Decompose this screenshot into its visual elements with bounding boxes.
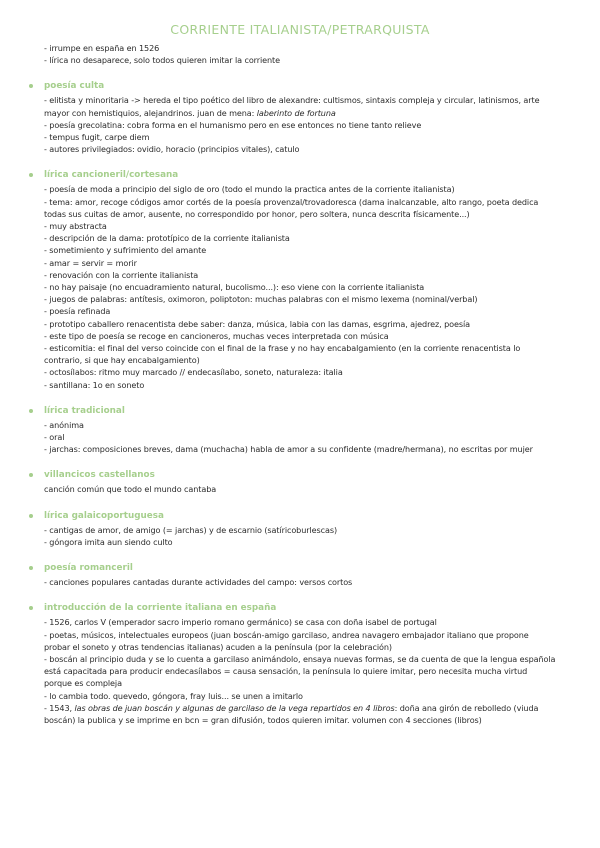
section-heading — [44, 562, 556, 574]
text-line-body: - elitista y minoritaria -> hereda el tipo poético del libro de alexandre: cultismos, sintaxis compleja y circular, latinismos, arte mayor con hemistiquios, alejandrinos. juan de mena: — [44, 95, 540, 118]
intro-block — [44, 42, 556, 66]
italic-title: laberinto de fortuna — [256, 107, 336, 118]
text-line: - prototipo caballero renacentista debe saber: danza, música, labia con las damas, esgrima, ajedrez, poesía — [44, 318, 471, 329]
text-line — [44, 94, 556, 118]
text-line: - santillana: 1o en soneto — [44, 379, 145, 390]
heading-text: lírica cancioneril/cortesana — [44, 170, 179, 181]
heading-text: poesía culta — [44, 81, 105, 92]
section-introduccion — [44, 602, 556, 726]
bullet-icon — [29, 514, 33, 518]
section-poesia-romanceril — [44, 562, 556, 588]
text-line: - no hay paisaje (no encuadramiento natural, bucolismo...): eso viene con la corriente italianista — [44, 282, 425, 293]
text-line: - descripción de la dama: prototípico de la corriente italianista — [44, 233, 290, 244]
section-villancicos — [44, 469, 556, 495]
bullet-icon — [29, 173, 33, 177]
heading-text: introducción de la corriente italiana en españa — [44, 603, 277, 614]
intro-line: - irrumpe en españa en 1526 — [44, 43, 160, 53]
section-heading — [44, 405, 556, 417]
text-line-body: : doña ana girón de rebolledo (viuda boscán) la publica y se imprime en bcn = gran difusión, todos quieren imitar. volumen con 4 secciones (libros) — [44, 702, 539, 725]
text-line: - anónima — [44, 419, 84, 430]
page-title: CORRIENTE ITALIANISTA/PETRARQUISTA — [170, 22, 430, 37]
text-line: - autores privilegiados: ovidio, horacio (principios vitales), catulo — [44, 144, 300, 155]
text-line: canción común que todo el mundo cantaba — [44, 484, 217, 495]
text-line: - este tipo de poesía se recoge en cancioneros, muchas veces interpretada con música — [44, 330, 389, 341]
text-line: - poesía de moda a principio del siglo de oro (todo el mundo la practica antes de la corriente italianista) — [44, 184, 455, 195]
text-line: - cantigas de amor, de amigo (= jarchas) y de escarnio (satíricoburlescas) — [44, 524, 338, 535]
text-line: - góngora imita aun siendo culto — [44, 536, 173, 547]
text-line: - esticomitia: el final del verso coincide con el final de la frase y no hay encabalgamiento (en la corriente renacentista lo contrario, si que hay encabalgamiento) — [44, 343, 521, 366]
italic-title: las obras de juan boscán y algunas de garcilaso de la vega repartidos en 4 libros — [74, 702, 395, 713]
text-line — [44, 702, 556, 726]
text-line: - tema: amor, recoge códigos amor cortés de la poesía provenzal/trovadoresca (dama inalcanzable, alto rango, poeta dedica todas sus cuitas de amor, ausente, no correspondido por honor, pero soltera, nunca descrita físicamente...) — [44, 196, 539, 219]
text-line: - poesía grecolatina: cobra forma en el humanismo pero en ese entonces no tiene tanto relieve — [44, 119, 422, 130]
section-heading — [44, 80, 556, 92]
section-poesia-culta — [44, 80, 556, 155]
bullet-icon — [29, 409, 33, 413]
text-line: - tempus fugit, carpe diem — [44, 132, 150, 143]
text-line: - poetas, músicos, intelectuales europeos (juan boscán-amigo garcilaso, andrea navagero embajador italiano que propone probar el soneto y otras tendencias italianas) acuden a la península (por la celebración) — [44, 629, 529, 652]
text-line: - oral — [44, 432, 65, 443]
bullet-icon — [29, 606, 33, 610]
section-heading — [44, 602, 556, 614]
heading-text: poesía romanceril — [44, 563, 133, 574]
heading-text: villancicos castellanos — [44, 470, 155, 481]
heading-text: lírica galaicoportuguesa — [44, 510, 164, 521]
section-lirica-galaicoportuguesa — [44, 510, 556, 548]
text-line: - 1526, carlos V (emperador sacro imperio romano germánico) se casa con doña isabel de portugal — [44, 617, 437, 628]
section-heading — [44, 469, 556, 481]
section-heading — [44, 510, 556, 522]
text-line: - muy abstracta — [44, 221, 107, 232]
text-line: - amar = servir = morir — [44, 257, 137, 268]
text-line: - sometimiento y sufrimiento del amante — [44, 245, 207, 256]
text-line: - octosílabos: ritmo muy marcado // endecasílabo, soneto, naturaleza: italia — [44, 367, 343, 378]
heading-text: lírica tradicional — [44, 405, 125, 416]
intro-line: - lírica no desaparece, solo todos quieren imitar la corriente — [44, 55, 280, 66]
text-line: - canciones populares cantadas durante actividades del campo: versos cortos — [44, 577, 353, 588]
text-line-body: - 1543, — [44, 702, 75, 713]
text-line: - jarchas: composiciones breves, dama (muchacha) habla de amor a su confidente (madre/hermana), no escritas por mujer — [44, 444, 533, 455]
section-heading — [44, 169, 556, 181]
section-lirica-tradicional — [44, 405, 556, 456]
bullet-icon — [29, 84, 33, 88]
bullet-icon — [29, 473, 33, 477]
text-line: - boscán al principio duda y se lo cuenta a garcilaso animándolo, ensaya nuevas formas, se da cuenta de que la lengua española está capacitada para producir endecasílabos = causa sensación, la península lo quiere imitar, pero necesita mucha virtud porque es compleja — [44, 653, 556, 689]
text-line: - lo cambia todo. quevedo, góngora, fray luis... se unen a imitarlo — [44, 690, 303, 701]
text-line: - poesía refinada — [44, 306, 111, 317]
bullet-icon — [29, 566, 33, 570]
text-line: - renovación con la corriente italianista — [44, 269, 199, 280]
section-lirica-cancioneril — [44, 169, 556, 390]
text-line: - juegos de palabras: antítesis, oximoron, poliptoton: muchas palabras con el mismo lexema (nominal/verbal) — [44, 294, 478, 305]
